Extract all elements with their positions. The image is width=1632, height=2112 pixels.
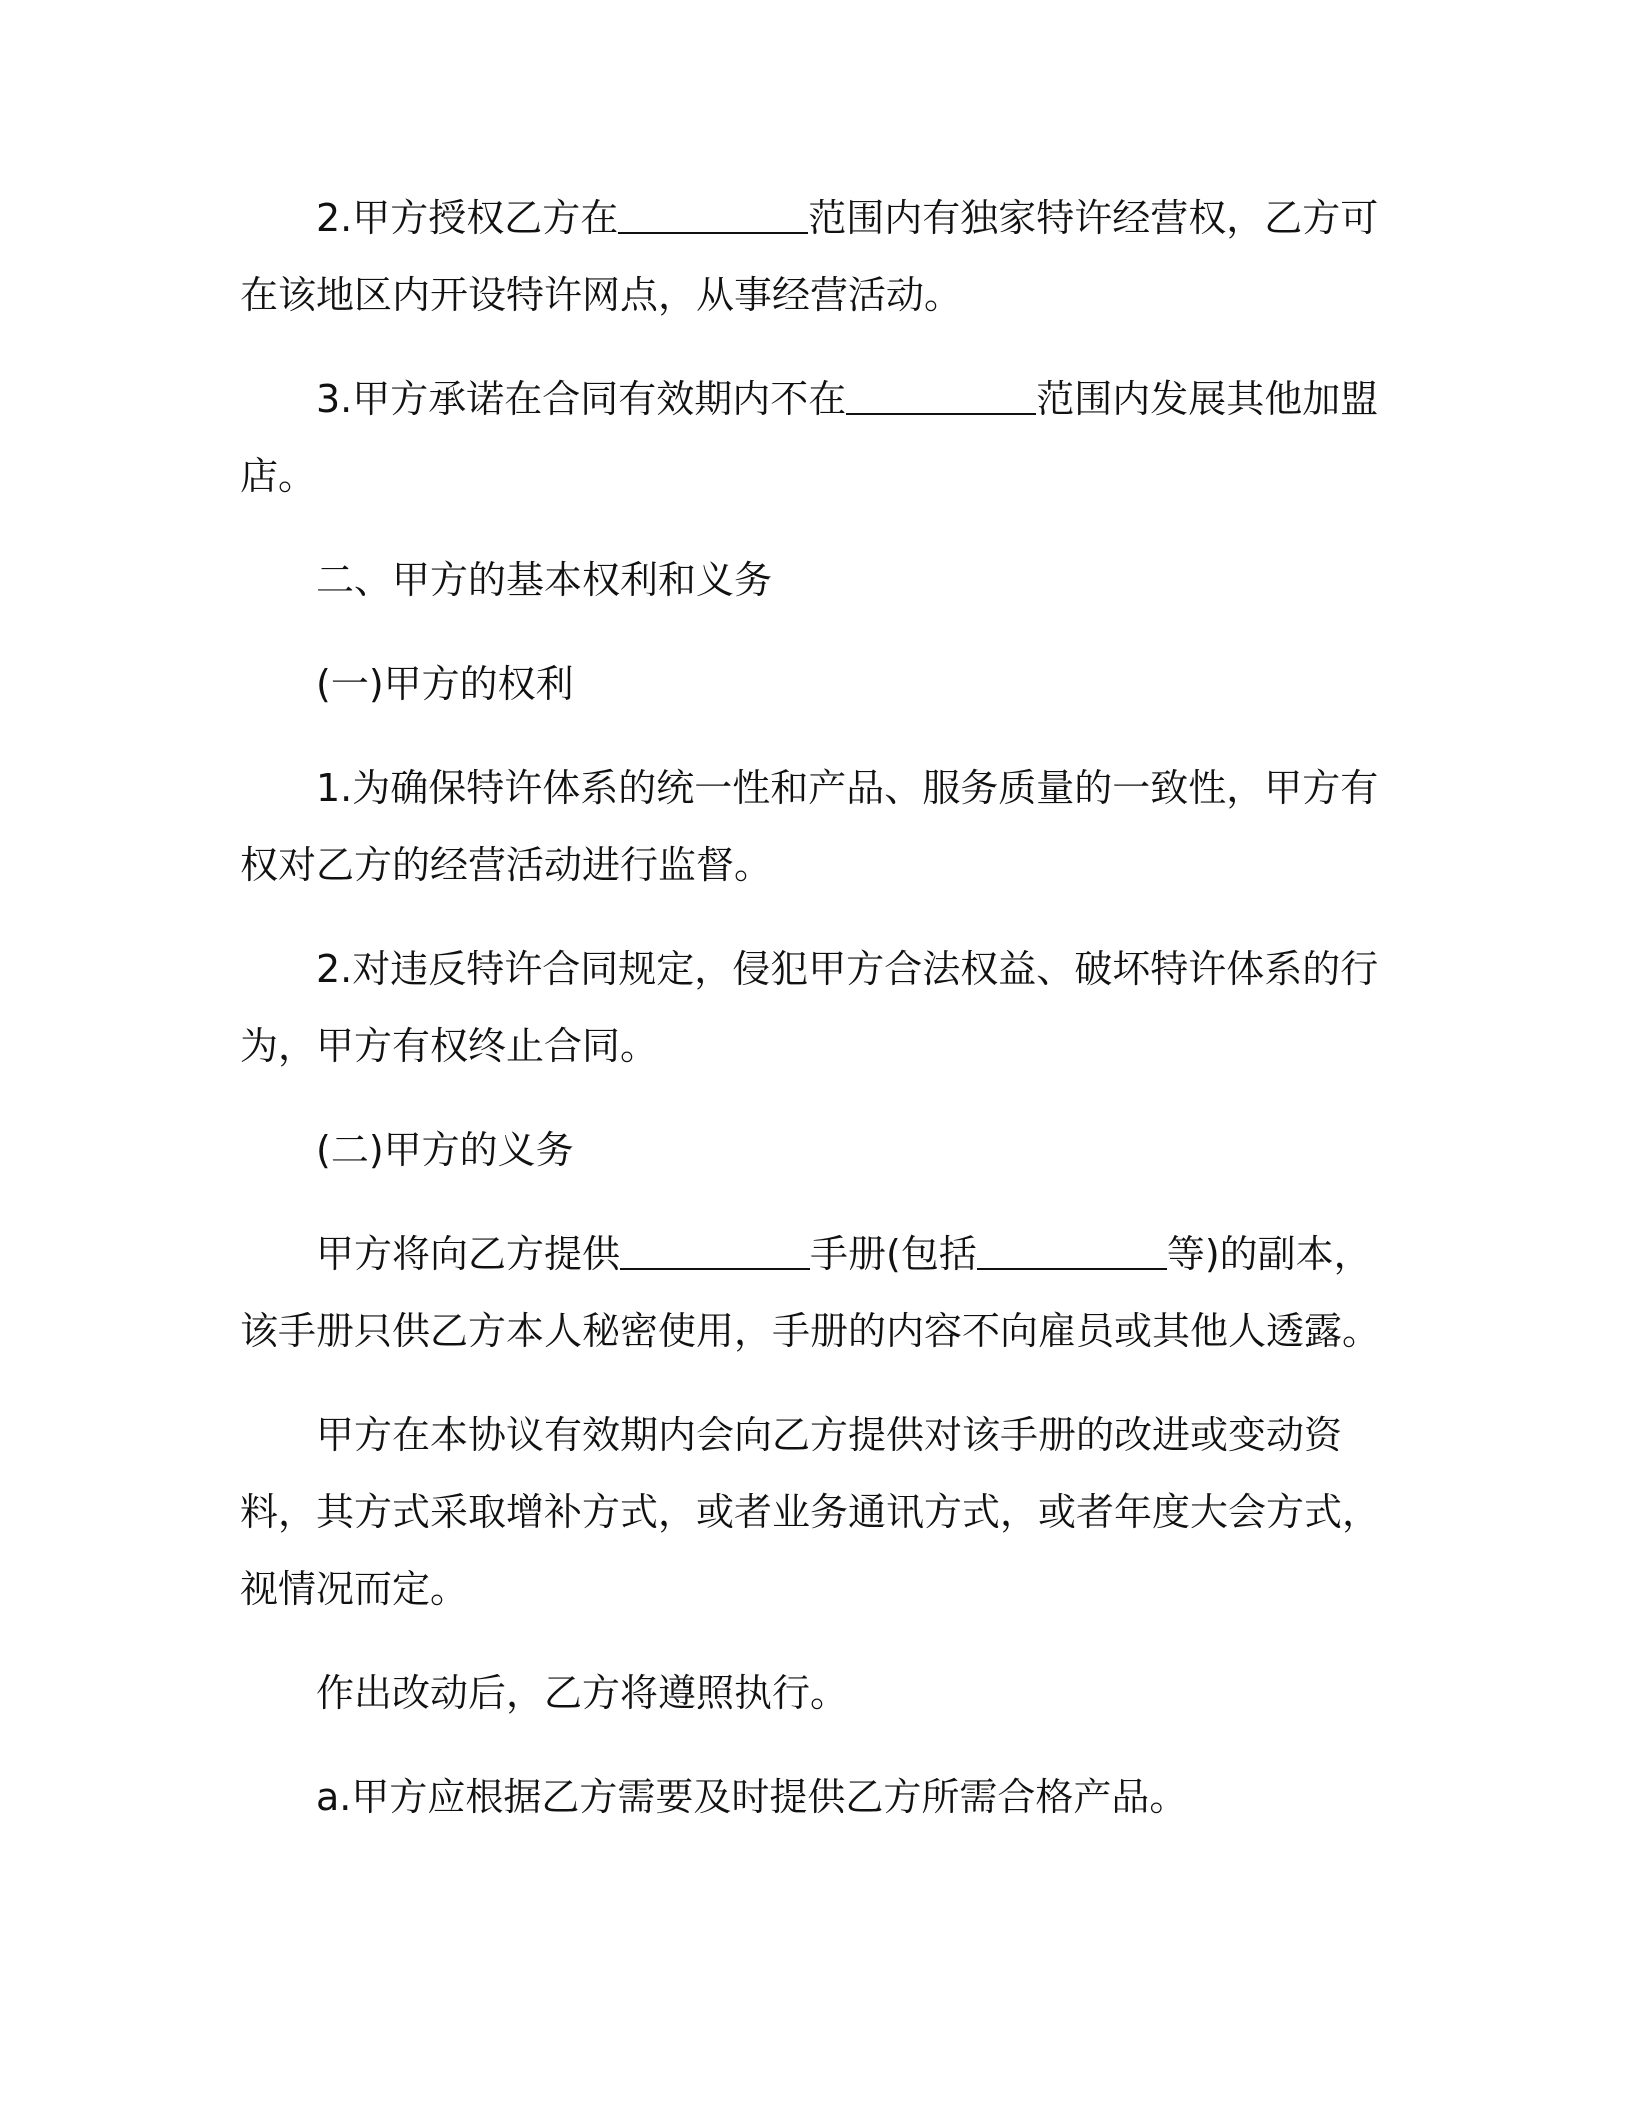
paragraph-text: 2.对违反特许合同规定，侵犯甲方合法权益、破坏特许体系的行为，甲方有权终止合同。 bbox=[240, 947, 1379, 1068]
paragraph-compliance bbox=[240, 1655, 1405, 1732]
fill-in-blank[interactable] bbox=[620, 1230, 810, 1270]
document-body bbox=[240, 180, 1405, 1863]
fill-in-blank[interactable] bbox=[846, 375, 1036, 415]
paragraph-supervision-right bbox=[240, 750, 1405, 904]
paragraph-text: 3.甲方承诺在合同有效期内不在 bbox=[316, 377, 847, 421]
paragraph-manual-provision bbox=[240, 1216, 1405, 1370]
paragraph-product-supply bbox=[240, 1759, 1405, 1836]
subsection-heading-rights bbox=[240, 646, 1405, 723]
subsection-heading-text: (二)甲方的义务 bbox=[316, 1128, 574, 1172]
paragraph-authorization-clause bbox=[240, 180, 1405, 334]
paragraph-text: 等)的副本，该手册只供乙方本人秘密使用，手册的内容不向雇员或其他人透露。 bbox=[240, 1232, 1381, 1353]
section-heading bbox=[240, 542, 1405, 619]
paragraph-manual-updates bbox=[240, 1397, 1405, 1628]
fill-in-blank[interactable] bbox=[977, 1230, 1167, 1270]
paragraph-termination-right bbox=[240, 931, 1405, 1085]
section-heading-text: 二、甲方的基本权利和义务 bbox=[316, 558, 773, 602]
paragraph-exclusivity-clause bbox=[240, 361, 1405, 515]
paragraph-text: 范围内发展其他加盟店。 bbox=[240, 377, 1379, 498]
paragraph-text: 范围内有独家特许经营权，乙方可在该地区内开设特许网点，从事经营活动。 bbox=[240, 196, 1379, 317]
subsection-heading-obligations bbox=[240, 1112, 1405, 1189]
paragraph-text: 1.为确保特许体系的统一性和产品、服务质量的一致性，甲方有权对乙方的经营活动进行监督。 bbox=[240, 766, 1379, 887]
paragraph-text: 手册(包括 bbox=[810, 1232, 977, 1276]
subsection-heading-text: (一)甲方的权利 bbox=[316, 662, 574, 706]
paragraph-text: 甲方在本协议有效期内会向乙方提供对该手册的改进或变动资料，其方式采取增补方式，或者业务通讯方式，或者年度大会方式，视情况而定。 bbox=[240, 1413, 1381, 1611]
paragraph-text: 2.甲方授权乙方在 bbox=[316, 196, 619, 240]
paragraph-text: 作出改动后，乙方将遵照执行。 bbox=[316, 1671, 849, 1715]
fill-in-blank[interactable] bbox=[618, 194, 808, 234]
paragraph-text: 甲方将向乙方提供 bbox=[316, 1232, 621, 1276]
paragraph-text: a.甲方应根据乙方需要及时提供乙方所需合格产品。 bbox=[316, 1775, 1188, 1819]
